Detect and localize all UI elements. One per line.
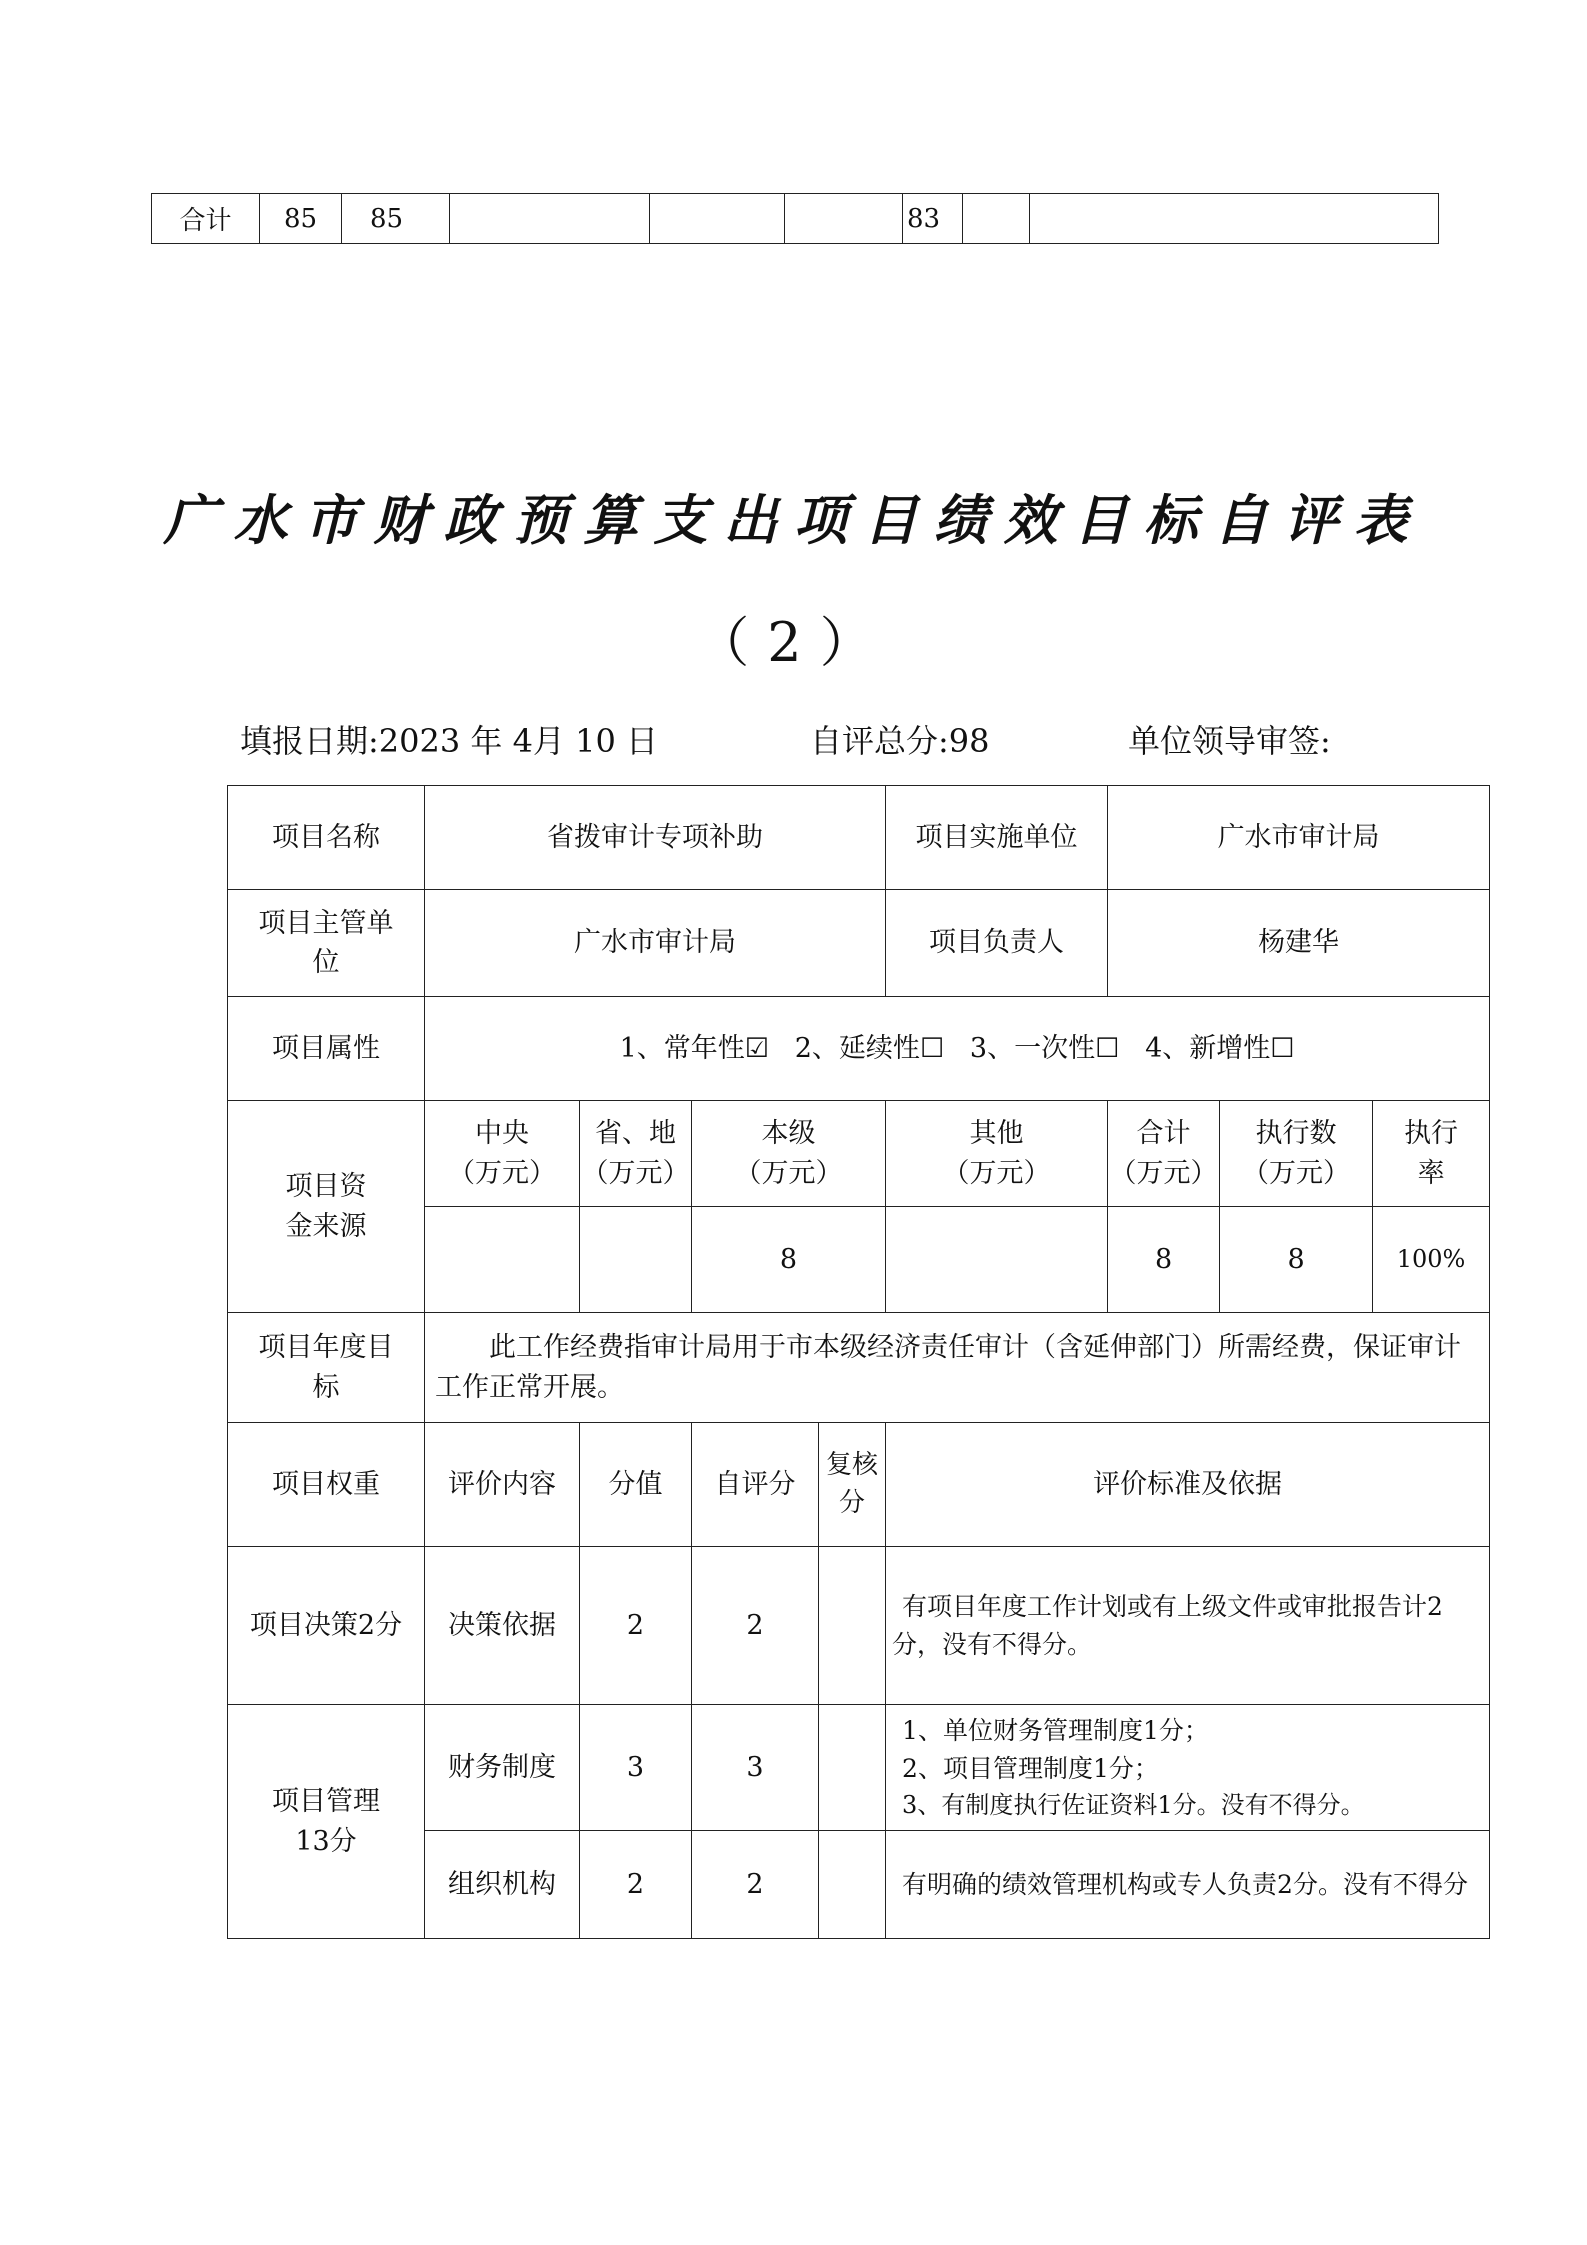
unchecked-box-icon: ☐ (919, 1032, 945, 1064)
total-cell: 85 (260, 194, 342, 244)
owner-value: 杨建华 (1108, 890, 1490, 997)
eval-row (228, 1705, 1490, 1831)
funds-label: 项目资金来源 (228, 1101, 425, 1313)
eval-criteria: 有明确的绩效管理机构或专人负责2分。没有不得分 (886, 1831, 1490, 1939)
leader-sign: 单位领导审签: (1128, 722, 1331, 760)
impl-unit-value: 广水市审计局 (1108, 786, 1490, 890)
evaluation-table (227, 785, 1490, 1939)
eval-row (228, 1547, 1490, 1705)
funds-header-row (228, 1101, 1490, 1207)
goal-label: 项目年度目标 (228, 1313, 425, 1423)
funds-value (425, 1207, 580, 1313)
eval-content: 组织机构 (425, 1831, 580, 1939)
admin-unit-value: 广水市审计局 (425, 890, 886, 997)
project-name-value: 省拨审计专项补助 (425, 786, 886, 890)
unchecked-box-icon: ☐ (1095, 1032, 1120, 1064)
eval-points: 3 (580, 1705, 692, 1831)
funds-header: 执行 率 (1373, 1101, 1490, 1207)
attr-option: 2、延续性☐ (794, 1032, 945, 1064)
funds-header: 合计 （万元） (1108, 1101, 1220, 1207)
page-title: 广水市财政预算支出项目绩效目标自评表 (163, 488, 1424, 552)
eval-content: 财务制度 (425, 1705, 580, 1831)
impl-unit-label: 项目实施单位 (886, 786, 1108, 890)
eval-criteria: 1、单位财务管理制度1分； 2、项目管理制度1分； 3、有制度执行佐证资料1分。没有不得分。 (886, 1705, 1490, 1831)
funds-value: 8 (1108, 1207, 1220, 1313)
eval-weight: 项目管理13分 (228, 1705, 425, 1939)
total-cell (963, 194, 1030, 244)
total-cell (1030, 194, 1439, 244)
project-name-label: 项目名称 (228, 786, 425, 890)
funds-header: 省、地 （万元） (580, 1101, 692, 1207)
owner-label: 项目负责人 (886, 890, 1108, 997)
project-name-row (228, 786, 1490, 890)
funds-value: 8 (1220, 1207, 1373, 1313)
eval-self: 3 (692, 1705, 819, 1831)
eval-weight: 项目决策2分 (228, 1547, 425, 1705)
project-attr-row (228, 997, 1490, 1101)
goal-row (228, 1313, 1490, 1423)
eval-review (819, 1831, 886, 1939)
goal-text: 此工作经费指审计局用于市本级经济责任审计（含延伸部门）所需经费，保证审计工作正常开展。 (425, 1313, 1490, 1423)
eval-header-content: 评价内容 (425, 1423, 580, 1547)
self-score: 自评总分:98 (810, 722, 990, 760)
funds-header: 本级 （万元） (692, 1101, 886, 1207)
eval-self: 2 (692, 1547, 819, 1705)
eval-criteria: 有项目年度工作计划或有上级文件或审批报告计2分，没有不得分。 (886, 1547, 1490, 1705)
attr-option: 1、常年性☑ (619, 1032, 769, 1064)
eval-review (819, 1547, 886, 1705)
eval-points: 2 (580, 1547, 692, 1705)
attr-options (425, 997, 1490, 1101)
eval-header-weight: 项目权重 (228, 1423, 425, 1547)
project-admin-row (228, 890, 1490, 997)
total-cell: 83 (903, 194, 963, 244)
unchecked-box-icon: ☐ (1270, 1032, 1295, 1064)
attr-label: 项目属性 (228, 997, 425, 1101)
eval-points: 2 (580, 1831, 692, 1939)
attr-option: 4、新增性☐ (1145, 1032, 1295, 1064)
summary-table (151, 193, 1439, 244)
funds-header: 执行数 （万元） (1220, 1101, 1373, 1207)
eval-content: 决策依据 (425, 1547, 580, 1705)
total-cell: 85 (342, 194, 450, 244)
total-label: 合计 (152, 194, 260, 244)
eval-review (819, 1705, 886, 1831)
admin-unit-label: 项目主管单位 (228, 890, 425, 997)
total-cell (450, 194, 650, 244)
total-cell (785, 194, 903, 244)
eval-self: 2 (692, 1831, 819, 1939)
funds-value: 8 (692, 1207, 886, 1313)
eval-header-review: 复核分 (819, 1423, 886, 1547)
eval-header-self: 自评分 (692, 1423, 819, 1547)
funds-value (580, 1207, 692, 1313)
report-date: 填报日期:2023 年 4月 10 日 (240, 722, 658, 760)
checked-box-icon: ☑ (744, 1032, 769, 1064)
funds-value (886, 1207, 1108, 1313)
total-cell (650, 194, 785, 244)
funds-header: 其他 （万元） (886, 1101, 1108, 1207)
eval-header-criteria: 评价标准及依据 (886, 1423, 1490, 1547)
total-row (152, 194, 1439, 244)
funds-value: 100% (1373, 1207, 1490, 1313)
page-subtitle: （2） (695, 611, 892, 674)
eval-header-points: 分值 (580, 1423, 692, 1547)
attr-option: 3、一次性☐ (969, 1032, 1120, 1064)
funds-header: 中央 （万元） (425, 1101, 580, 1207)
eval-header-row (228, 1423, 1490, 1547)
